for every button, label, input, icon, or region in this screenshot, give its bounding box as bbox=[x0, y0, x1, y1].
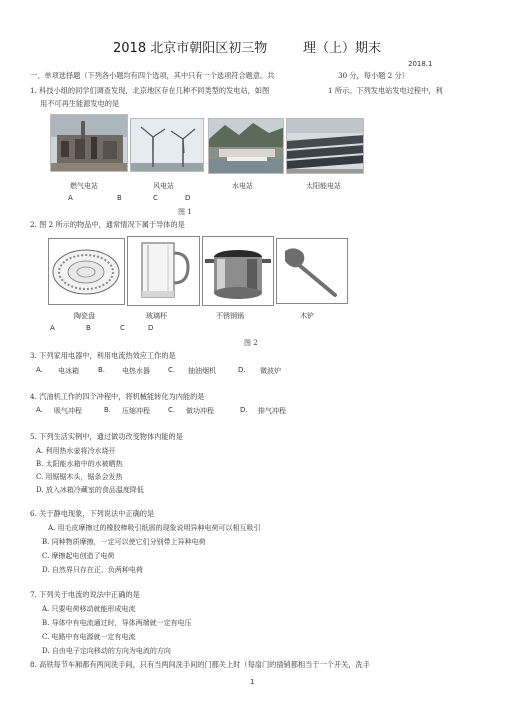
q4-option-a-letter: A. bbox=[36, 406, 43, 414]
fig2-label-pot: 不锈钢锅 bbox=[216, 312, 244, 320]
fig1-label-wind: 风电站 bbox=[153, 182, 174, 190]
q4-option-b-letter: B. bbox=[104, 406, 112, 414]
question-8-text: 8. 高铁每节车厢都有两间洗手间，只有当两间洗手间的门都关上时（每扇门的插销都相当于一个开关，洗手 bbox=[30, 660, 370, 669]
q4-option-d: 排气冲程 bbox=[258, 407, 286, 415]
question-1-text: 1. 科技小组的同学们调查发现，北京地区存在几种不同类型的发电站，如图 bbox=[30, 86, 270, 95]
q6-option-d: D. 自然界只存在正、负两种电荷 bbox=[42, 566, 143, 574]
fig2-label-spatula: 木铲 bbox=[300, 312, 314, 320]
fig2-option-d: D bbox=[148, 324, 154, 332]
q3-option-c-letter: C. bbox=[168, 366, 176, 374]
solar-power-station-image bbox=[286, 118, 364, 174]
q7-option-b: B. 导体中有电流通过时，导体两端就一定有电压 bbox=[42, 619, 192, 627]
question-6-text: 6. 关于静电现象，下列说法中正确的是 bbox=[30, 509, 155, 518]
figure-2-caption: 图 2 bbox=[244, 339, 258, 347]
fig1-option-c: C bbox=[153, 194, 158, 202]
hydro-power-station-image bbox=[208, 118, 284, 174]
question-7-text: 7. 下列关于电流的说法中正确的是 bbox=[30, 590, 140, 599]
fig2-option-a: A bbox=[50, 324, 55, 332]
fig2-label-plate: 陶瓷盘 bbox=[74, 312, 95, 320]
q6-option-c: C. 摩擦起电创造了电荷 bbox=[42, 552, 115, 560]
q6-option-a: A. 用毛皮摩擦过的橡胶棒吸引纸屑的现象说明异种电荷可以相互吸引 bbox=[48, 524, 261, 532]
fig2-option-c: C bbox=[120, 324, 125, 332]
fig1-label-gas: 燃气电站 bbox=[70, 182, 98, 190]
stainless-steel-pot-image bbox=[202, 236, 274, 306]
fig1-option-a: A bbox=[68, 194, 73, 202]
q7-option-a: A. 只要电荷移动就能形成电流 bbox=[42, 605, 136, 613]
q4-option-b: 压缩冲程 bbox=[122, 407, 150, 415]
q3-option-a: 电冰箱 bbox=[58, 367, 79, 375]
q3-option-d: 微波炉 bbox=[260, 367, 281, 375]
glass-mug-image bbox=[127, 236, 200, 306]
question-3-text: 3. 下列家用电器中，利用电流热效应工作的是 bbox=[30, 351, 176, 360]
q3-option-b-letter: B. bbox=[98, 366, 106, 374]
exam-title-right: 理（上）期末 bbox=[303, 41, 382, 56]
fig2-option-b: B bbox=[86, 324, 91, 332]
q5-option-d: D. 放入冰箱冷藏室的食品温度降低 bbox=[36, 486, 144, 494]
q3-option-c: 抽油烟机 bbox=[188, 367, 216, 375]
fig2-label-glass: 玻璃杯 bbox=[146, 312, 167, 320]
q3-option-b: 电热水器 bbox=[122, 367, 150, 375]
q3-option-a-letter: A. bbox=[36, 366, 43, 374]
fig1-label-solar: 太阳能电站 bbox=[306, 182, 341, 190]
question-5-text: 5. 下列生活实例中，通过做功改变物体内能的是 bbox=[30, 432, 183, 441]
section-heading: 一、单项选择题（下列各小题均有四个选项，其中只有一个选项符合题意。共 bbox=[30, 71, 275, 80]
gas-power-plant-image bbox=[50, 114, 128, 172]
question-4-text: 4. 汽油机工作的四个冲程中，将机械能转化为内能的是 bbox=[30, 392, 205, 401]
q4-option-c: 做功冲程 bbox=[186, 407, 214, 415]
q7-option-c: C. 电路中有电源就一定有电流 bbox=[42, 633, 136, 641]
q7-option-d: D. 自由电子定向移动的方向为电流的方向 bbox=[42, 647, 171, 655]
q5-option-c: C. 用锯锯木头，锯条会发热 bbox=[36, 473, 123, 481]
q4-option-a: 吸气冲程 bbox=[54, 407, 82, 415]
figure-1-caption: 图 1 bbox=[178, 208, 192, 216]
q5-option-a: A. 利用热水壶将冷水烧开 bbox=[36, 447, 116, 455]
page-number: 1 bbox=[250, 678, 255, 686]
q6-option-b: B. 同种物质摩擦，一定可以使它们分别带上异种电荷 bbox=[42, 538, 206, 546]
q5-option-b: B. 太阳能水箱中的水被晒热 bbox=[36, 460, 123, 468]
question-2-text: 2. 图 2 所示的物品中，通常情况下属于导体的是 bbox=[30, 220, 185, 229]
wooden-spatula-image bbox=[276, 238, 348, 304]
fig1-label-hydro: 水电站 bbox=[232, 182, 253, 190]
ceramic-plate-image bbox=[48, 238, 125, 305]
question-1-text-line2: 用不可再生能源发电的是 bbox=[40, 99, 120, 108]
exam-title-left: 2018 北京市朝阳区初三物 bbox=[113, 41, 268, 56]
q3-option-d-letter: D. bbox=[238, 366, 246, 374]
section-heading-score: 30 分，每小题 2 分） bbox=[338, 71, 409, 80]
fig1-option-d: D bbox=[185, 194, 191, 202]
q4-option-c-letter: C. bbox=[168, 406, 176, 414]
wind-power-station-image bbox=[130, 118, 204, 172]
fig1-option-b: B bbox=[117, 194, 122, 202]
q4-option-d-letter: D. bbox=[240, 406, 248, 414]
question-1-text-right: 1 所示。下列发电站发电过程中，利 bbox=[328, 86, 443, 95]
exam-date: 2018.1 bbox=[408, 60, 433, 68]
